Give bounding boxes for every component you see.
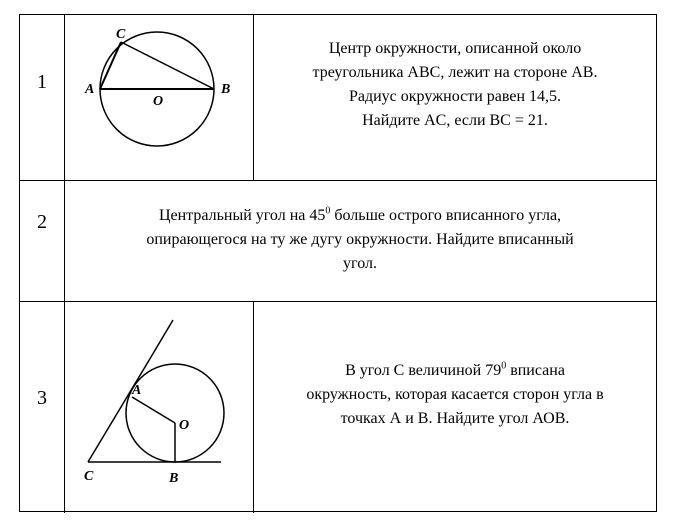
row-2-line-part: больше острого вписанного угла, bbox=[330, 207, 562, 224]
side-cb bbox=[121, 42, 214, 89]
label-a: A bbox=[132, 383, 142, 398]
row-1-line: Радиус окружности равен 14,5. bbox=[348, 88, 562, 105]
side-ca bbox=[88, 357, 151, 462]
row-3-line: точках А и В. Найдите угол АОВ. bbox=[340, 410, 570, 427]
label-c: C bbox=[84, 469, 94, 484]
row-2-number: 2 bbox=[37, 211, 47, 233]
row-3-line bbox=[254, 359, 656, 383]
label-c: C bbox=[116, 27, 126, 42]
label-b: B bbox=[169, 471, 179, 486]
row-1-figure bbox=[65, 15, 253, 180]
row-1-line: Найдите AC, если BC = 21. bbox=[362, 112, 548, 129]
row-2-problem-text bbox=[65, 204, 655, 276]
row-3-line: окружность, которая касается сторон угла в bbox=[306, 386, 604, 403]
row-2-line: опирающегося на ту же дугу окружности. Найдите вписанный bbox=[146, 231, 574, 248]
label-b: B bbox=[221, 82, 231, 97]
label-a: A bbox=[85, 82, 95, 97]
side-ac bbox=[100, 42, 121, 89]
row-1-problem-text bbox=[254, 37, 656, 133]
task-table bbox=[19, 14, 657, 512]
row-2-line bbox=[65, 204, 655, 228]
row-3-line-part: вписана bbox=[506, 362, 565, 379]
row-2-line: угол. bbox=[343, 255, 377, 272]
side-ca-extension bbox=[151, 320, 173, 357]
label-o: O bbox=[153, 94, 164, 109]
degree-superscript: 0 bbox=[325, 205, 331, 217]
row-1-number: 1 bbox=[37, 71, 47, 93]
row-3-figure bbox=[65, 302, 253, 512]
row-3-problem-text bbox=[254, 359, 656, 431]
row-3-line-part: В угол С величиной 79 bbox=[345, 362, 502, 379]
label-o: O bbox=[179, 418, 190, 433]
row-2-line-part: Центральный угол на 45 bbox=[158, 207, 326, 224]
row-3-number: 3 bbox=[37, 387, 47, 409]
row-divider bbox=[20, 180, 656, 181]
row-1-line: Центр окружности, описанной около bbox=[328, 40, 582, 57]
radius-oa bbox=[132, 397, 175, 423]
row-1-line: треугольника ABC, лежит на стороне AB. bbox=[312, 64, 598, 81]
degree-superscript: 0 bbox=[501, 360, 507, 372]
